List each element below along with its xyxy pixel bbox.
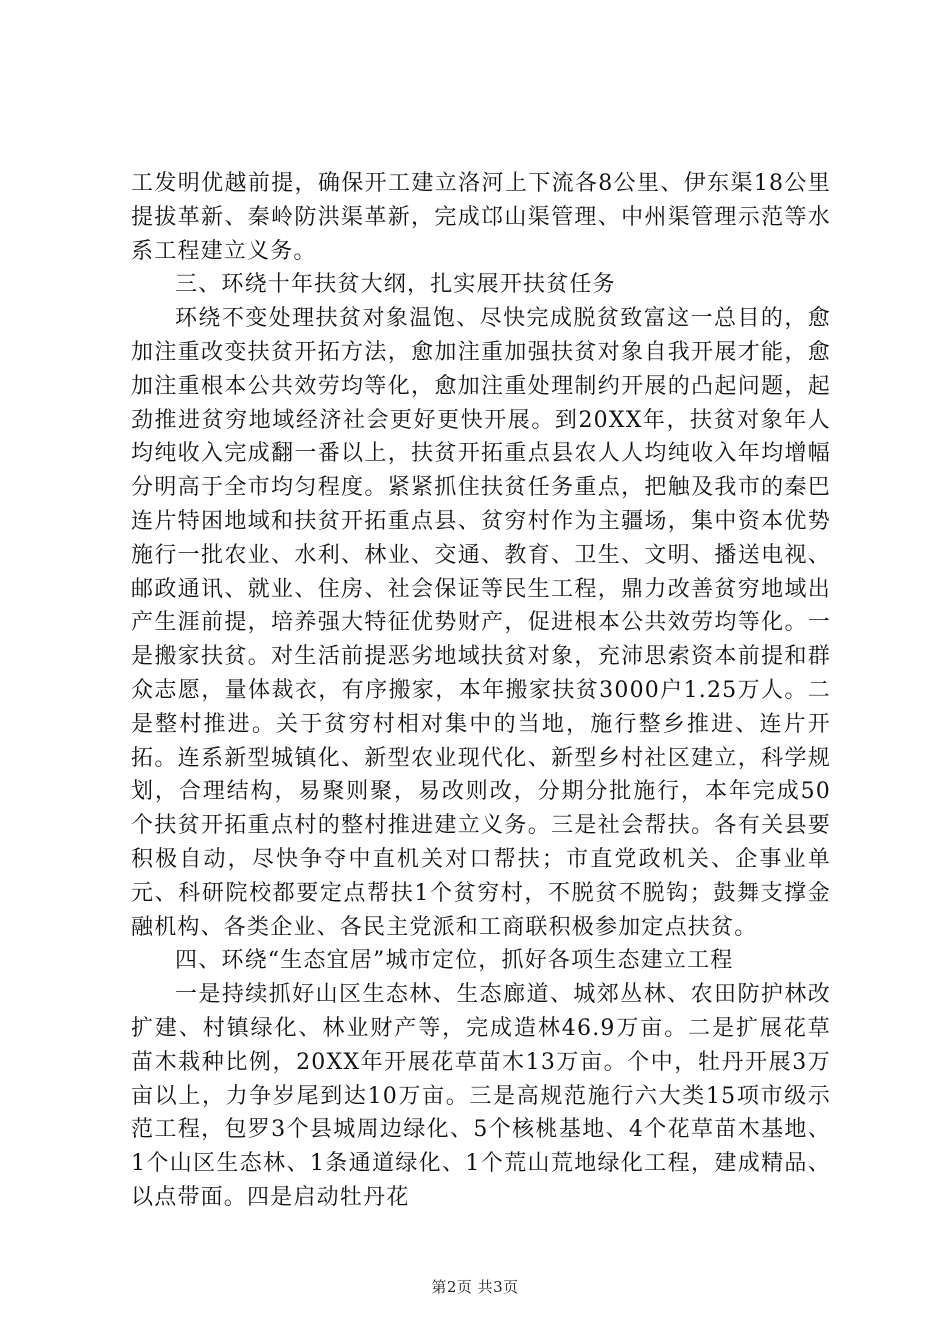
paragraph-1: 工发明优越前提，确保开工建立洛河上下流各8公里、伊东渠18公里提拔革新、秦岭防洪渠革新，完成邙山渠管理、中州渠管理示范等水系工程建立义务。 [131,171,831,264]
paragraph-5: 一是持续抓好山区生态林、生态廊道、城郊丛林、农田防护林改扩建、村镇绿化、林业财产等，完成造林46.9万亩。二是扩展花草苗木栽种比例，20XX年开展花草苗木13万亩。个中，牡丹开展3万亩以上，力争岁尾到达10万亩。三是高规范施行六大类15项市级示范工程，包罗3个县城周边绿化、5个核桃基地、4个花草苗木基地、1个山区生态林、1条通道绿化、1个荒山荒地绿化工程，建成精品、以点带面。四是启动牡丹花 [131,982,831,1210]
paragraph-3: 环绕不变处理扶贫对象温饱、尽快完成脱贫致富这一总目的，愈加注重改变扶贫开拓方法，愈加注重加强扶贫对象自我开展才能，愈加注重根本公共效劳均等化，愈加注重处理制约开展的凸起问题，起劲推进贫穷地域经济社会更好更快开展。到20XX年，扶贫对象年人均纯收入完成翻一番以上，扶贫开拓重点县农人人均纯收入年均增幅分明高于全市均匀程度。紧紧抓住扶贫任务重点，把触及我市的秦巴连片特困地域和扶贫开拓重点县、贫穷村作为主疆场，集中资本优势施行一批农业、水利、林业、交通、教育、卫生、文明、播送电视、邮政通讯、就业、住房、社会保证等民生工程，鼎力改善贫穷地域出产生涯前提，培养强大特征优势财产，促进根本公共效劳均等化。一是搬家扶贫。对生活前提恶劣地域扶贫对象，充沛思索资本前提和群众志愿，量体裁衣，有序搬家，本年搬家扶贫3000户1.25万人。二是整村推进。关于贫穷村相对集中的当地，施行整乡推进、连片开拓。连系新型城镇化、新型农业现代化、新型乡村社区建立，科学规划，合理结构，易聚则聚，易改则改，分期分批施行，本年完成50个扶贫开拓重点村的整村推进建立义务。三是社会帮扶。各有关县要积极自动，尽快争夺中直机关对口帮扶；市直党政机关、企事业单元、科研院校都要定点帮扶1个贫穷村，不脱贫不脱钩；鼓舞支撑金融机构、各类企业、各民主党派和工商联积极参加定点扶贫。 [131,306,831,940]
document-body [131,167,831,1215]
page-number-footer: 第2页 共3页 [431,1278,519,1296]
heading-section-4: 四、环绕“生态宜居”城市定位，抓好各项生态建立工程 [175,948,734,974]
heading-section-3: 三、环绕十年扶贫大纲，扎实展开扶贫任务 [175,272,616,298]
